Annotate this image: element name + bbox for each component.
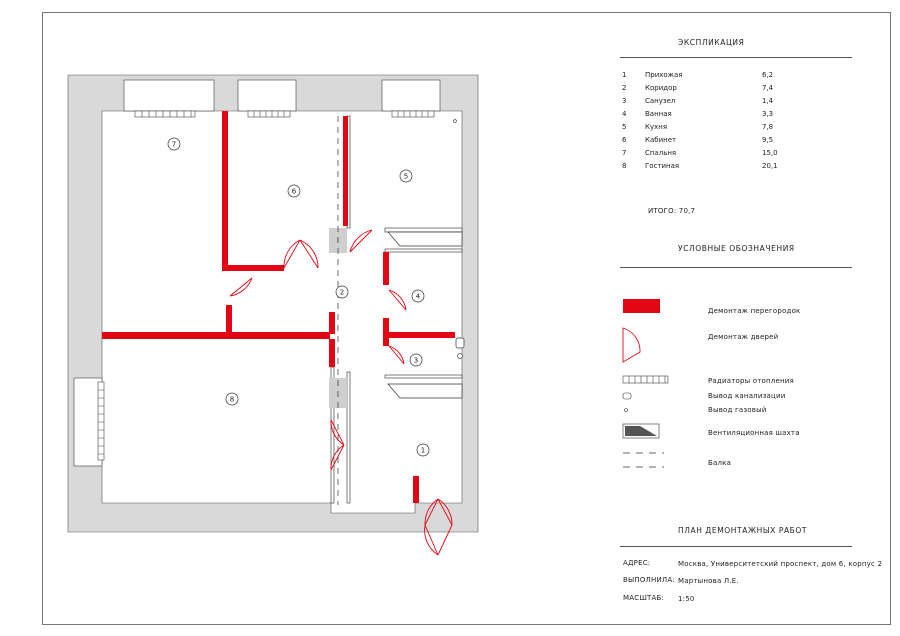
row-area: 7,8 (762, 123, 774, 131)
gas-outlet (454, 120, 457, 123)
scale-label: МАСШТАБ: (623, 594, 665, 602)
row-name: Прихожая (645, 71, 683, 79)
legend-label-doors: Демонтаж дверей (708, 333, 779, 341)
outer-walls (68, 75, 478, 532)
explication-row (622, 71, 792, 82)
row-area: 7,4 (762, 84, 774, 92)
room-number-2: 2 (339, 288, 345, 297)
fixtures (388, 232, 464, 398)
interior-walls (331, 116, 462, 503)
room-markers (168, 138, 429, 456)
room-number-4: 4 (415, 292, 421, 301)
row-num: 3 (622, 97, 627, 105)
legend-door-symbol (623, 328, 640, 362)
row-area: 20,1 (762, 162, 778, 170)
row-area: 1,4 (762, 97, 774, 105)
explication-row (622, 123, 792, 134)
explication-row (622, 110, 792, 121)
room-number-5: 5 (403, 172, 409, 181)
scale-value: 1:50 (678, 595, 695, 603)
legend-gas-symbol (625, 409, 628, 412)
legend-red-wall-symbol (623, 299, 660, 313)
row-area: 9,5 (762, 136, 774, 144)
row-num: 4 (622, 110, 627, 118)
legend-label-radiators: Радиаторы отопления (708, 377, 794, 385)
legend-title: УСЛОВНЫЕ ОБОЗНАЧЕНИЯ (678, 244, 795, 253)
room-number-3: 3 (413, 356, 419, 365)
explication-row (622, 97, 792, 108)
row-name: Спальня (645, 149, 677, 157)
explication-row (622, 162, 792, 173)
plan-rule (620, 546, 852, 547)
row-name: Кухня (645, 123, 668, 131)
explication-total: ИТОГО: 70,7 (648, 207, 696, 215)
row-num: 6 (622, 136, 627, 144)
legend-label-vent: Вентиляционная шахта (708, 429, 800, 437)
radiators (98, 111, 434, 460)
legend-label-beam: Балка (708, 459, 732, 467)
row-area: 15,0 (762, 149, 778, 157)
room-number-8: 8 (229, 395, 235, 404)
row-name: Санузел (645, 97, 676, 105)
explication-row (622, 149, 792, 160)
explication-rule (620, 57, 852, 58)
legend-beam-symbol (623, 453, 664, 467)
address-value: Москва, Университетский проспект, дом 6, корпус 2 (678, 560, 883, 568)
row-num: 5 (622, 123, 627, 131)
author-label: ВЫПОЛНИЛА: (623, 576, 675, 584)
row-num: 2 (622, 84, 627, 92)
row-name: Кабинет (645, 136, 677, 144)
legend-label-sewer: Вывод канализации (708, 392, 786, 400)
room-number-7: 7 (171, 140, 177, 149)
legend-label-partitions: Демонтаж перегородок (708, 307, 801, 315)
legend-sewer-symbol (623, 393, 631, 399)
row-area: 3,3 (762, 110, 774, 118)
row-num: 7 (622, 149, 627, 157)
row-name: Коридор (645, 84, 677, 92)
room-number-1: 1 (420, 446, 426, 455)
explication-row (622, 84, 792, 95)
legend-rule (620, 267, 852, 268)
author-value: Мартынова Л.Е. (678, 577, 739, 585)
plan-title: ПЛАН ДЕМОНТАЖНЫХ РАБОТ (678, 526, 808, 535)
legend-symbols (623, 299, 668, 467)
row-name: Гостиная (645, 162, 680, 170)
legend-label-gas: Вывод газовый (708, 406, 767, 414)
demolished-walls (102, 111, 455, 503)
row-num: 1 (622, 71, 627, 79)
row-area: 6,2 (762, 71, 774, 79)
row-num: 8 (622, 162, 627, 170)
explication-title: ЭКСПЛИКАЦИЯ (678, 38, 745, 47)
legend-radiator-symbol (623, 376, 668, 383)
address-label: АДРЕС: (623, 559, 651, 567)
legend-vent-symbol (623, 424, 659, 438)
room-number-6: 6 (291, 187, 297, 196)
explication-row (622, 136, 792, 147)
row-name: Ванная (645, 110, 672, 118)
